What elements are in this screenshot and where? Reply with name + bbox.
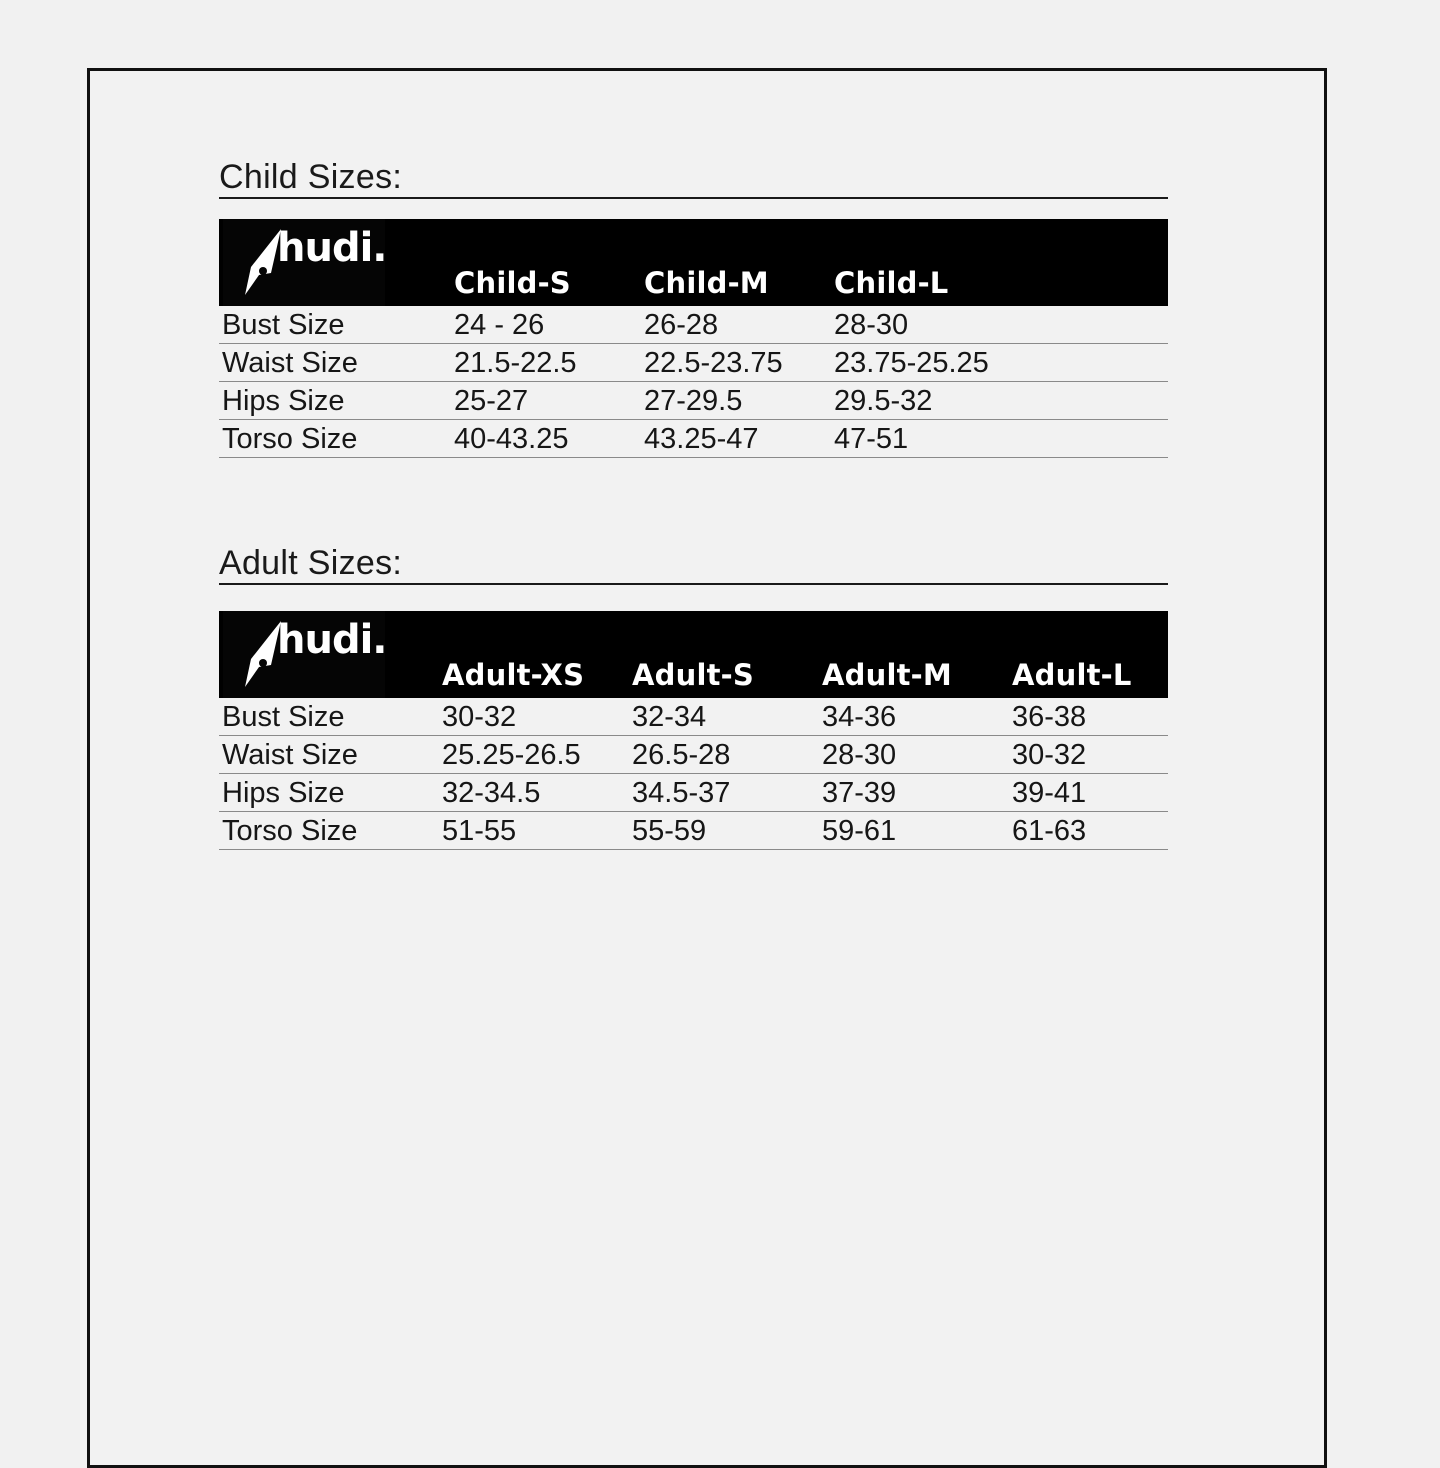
table-cell: 40-43.25 <box>454 423 569 455</box>
table-cell: 39-41 <box>1012 777 1087 809</box>
hudi-logo <box>223 611 385 698</box>
table-cell: 32-34.5 <box>442 777 541 809</box>
row-label: Waist Size <box>222 347 358 379</box>
table-cell: 55-59 <box>632 815 707 847</box>
table-cell: 26-28 <box>644 309 719 341</box>
adult-sizes-section <box>219 543 1168 850</box>
column-header-child-s: Child-S <box>454 266 571 300</box>
row-label: Hips Size <box>222 385 345 417</box>
hudi-logo-text: hudi. <box>277 617 387 663</box>
table-cell: 51-55 <box>442 815 517 847</box>
table-cell: 28-30 <box>834 309 909 341</box>
table-cell: 43.25-47 <box>644 423 759 455</box>
column-header-adult-xs: Adult-XS <box>442 658 585 692</box>
table-cell: 22.5-23.75 <box>644 347 783 379</box>
hudi-logo <box>223 219 385 306</box>
row-label: Torso Size <box>222 815 358 847</box>
table-row <box>219 306 1168 344</box>
table-cell: 24 - 26 <box>454 309 545 341</box>
table-cell: 37-39 <box>822 777 897 809</box>
adult-table-header <box>219 611 1168 698</box>
table-cell: 25-27 <box>454 385 529 417</box>
table-cell: 59-61 <box>822 815 897 847</box>
adult-sizes-title: Adult Sizes: <box>219 543 1168 585</box>
table-cell: 30-32 <box>1012 739 1087 771</box>
column-header-adult-l: Adult-L <box>1012 658 1132 692</box>
child-table-header <box>219 219 1168 306</box>
table-cell: 21.5-22.5 <box>454 347 577 379</box>
table-row <box>219 382 1168 420</box>
child-size-table <box>219 219 1168 458</box>
table-cell: 26.5-28 <box>632 739 731 771</box>
table-cell: 23.75-25.25 <box>834 347 989 379</box>
table-row <box>219 344 1168 382</box>
table-cell: 34-36 <box>822 701 897 733</box>
table-cell: 34.5-37 <box>632 777 731 809</box>
table-row <box>219 736 1168 774</box>
row-label: Waist Size <box>222 739 358 771</box>
row-label: Bust Size <box>222 701 345 733</box>
adult-size-table <box>219 611 1168 850</box>
child-sizes-section <box>219 157 1168 458</box>
column-header-adult-s: Adult-S <box>632 658 754 692</box>
table-row <box>219 420 1168 458</box>
table-cell: 28-30 <box>822 739 897 771</box>
column-header-child-m: Child-M <box>644 266 769 300</box>
table-cell: 61-63 <box>1012 815 1087 847</box>
table-cell: 36-38 <box>1012 701 1087 733</box>
table-cell: 30-32 <box>442 701 517 733</box>
row-label: Hips Size <box>222 777 345 809</box>
column-header-child-l: Child-L <box>834 266 949 300</box>
table-cell: 25.25-26.5 <box>442 739 581 771</box>
row-label: Bust Size <box>222 309 345 341</box>
column-header-adult-m: Adult-M <box>822 658 952 692</box>
table-row <box>219 774 1168 812</box>
table-cell: 47-51 <box>834 423 909 455</box>
table-cell: 27-29.5 <box>644 385 743 417</box>
row-label: Torso Size <box>222 423 358 455</box>
hudi-logo-text: hudi. <box>277 225 387 271</box>
table-cell: 32-34 <box>632 701 707 733</box>
table-row <box>219 698 1168 736</box>
child-sizes-title: Child Sizes: <box>219 157 1168 199</box>
table-row <box>219 812 1168 850</box>
table-cell: 29.5-32 <box>834 385 933 417</box>
